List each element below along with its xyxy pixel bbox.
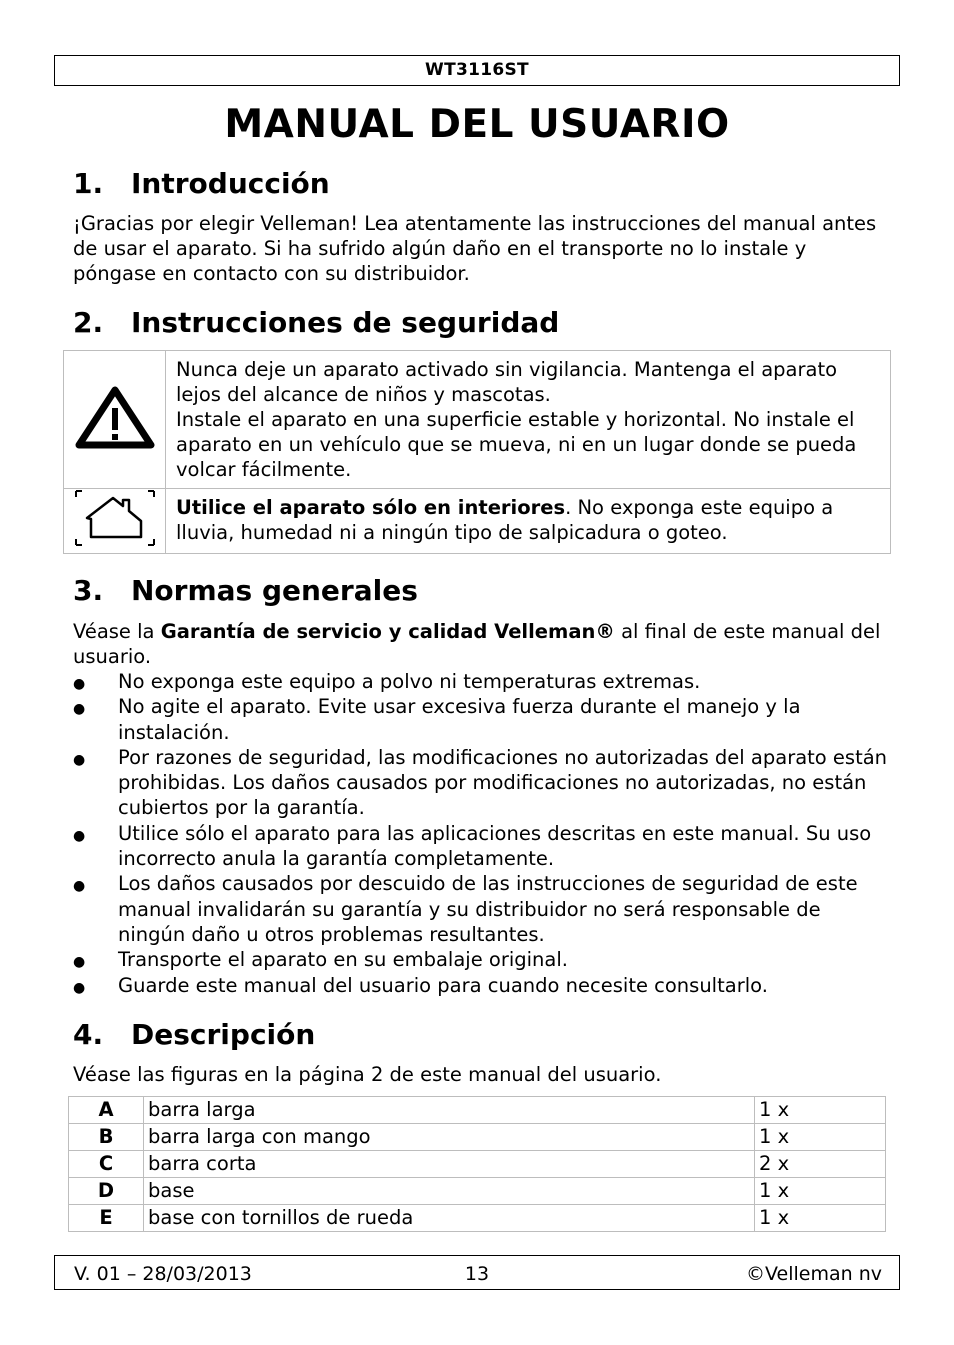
part-quantity: 1 x [755, 1178, 886, 1205]
bullet-icon: ● [73, 827, 86, 844]
indoor-bold-text: Utilice el aparato sólo en interiores [176, 496, 566, 519]
table-row [69, 1151, 886, 1178]
list-item-text: Guarde este manual del usuario para cuando necesite consultarlo. [118, 973, 768, 997]
safety-line: Instale el aparato en una superficie estable y horizontal. No instale el aparato en un vehículo que se mueva, ni en un lugar donde se pueda volcar fácilmente. [176, 408, 857, 481]
safety-row [64, 351, 891, 489]
section-heading-safety [73, 305, 559, 341]
part-key: C [69, 1151, 144, 1178]
section-title: Instrucciones de seguridad [131, 306, 560, 339]
document-header-model: WT3116ST [54, 55, 900, 86]
list-item-text: Los daños causados por descuido de las instrucciones de seguridad de este manual invalidarán su garantía y su distribuidor no será responsable de ningún daño u otros problemas resultantes. [118, 872, 858, 946]
part-key: A [69, 1097, 144, 1124]
table-row [69, 1205, 886, 1232]
table-row [69, 1178, 886, 1205]
list-item [73, 871, 893, 947]
section-heading-intro [73, 166, 330, 202]
bullet-icon: ● [73, 701, 86, 718]
list-item [73, 821, 893, 872]
list-item-text: Por razones de seguridad, las modificaciones no autorizadas del aparato están prohibidas. Los daños causados por modificaciones no autorizadas, no están cubiertos por la garantía. [118, 745, 888, 820]
table-row [69, 1124, 886, 1151]
bullet-icon: ● [73, 878, 86, 895]
indoor-rest-text: . No exponga este equipo a lluvia, humedad ni a ningún tipo de salpicadura o goteo. [176, 496, 834, 544]
list-item-text: No exponga este equipo a polvo ni temperaturas extremas. [118, 670, 701, 693]
list-item-text: Transporte el aparato en su embalaje original. [118, 948, 568, 972]
warning-cell [64, 351, 166, 489]
list-item [73, 947, 893, 972]
bullet-icon: ● [73, 979, 86, 996]
list-item [73, 973, 893, 998]
bullet-icon: ● [73, 954, 86, 971]
list-item-text: Utilice sólo el aparato para las aplicaciones descritas en este manual. Su uso incorrecto anula la garantía completamente. [118, 821, 872, 871]
version-date: V. 01 – 28/03/2013 [74, 1263, 252, 1285]
general-rules-list [73, 669, 893, 998]
parts-table [68, 1096, 886, 1232]
table-row [69, 1097, 886, 1124]
part-quantity: 2 x [755, 1151, 886, 1178]
part-key: E [69, 1205, 144, 1232]
list-item-text: No agite el aparato. Evite usar excesiva fuerza durante el manejo y la instalación. [118, 695, 801, 744]
section-number: 4. [73, 1018, 104, 1051]
part-name: barra larga [144, 1097, 755, 1124]
list-item [73, 745, 893, 821]
bullet-icon: ● [73, 751, 86, 768]
safety-line: Nunca deje un aparato activado sin vigilancia. Mantenga el aparato lejos del alcance de niños y mascotas. [176, 358, 838, 406]
part-key: B [69, 1124, 144, 1151]
section-title: Descripción [131, 1018, 316, 1051]
indoor-text-cell [166, 489, 891, 554]
safety-row [64, 489, 891, 554]
bullet-icon: ● [73, 676, 86, 692]
general-intro-pre: Véase la [73, 620, 161, 643]
copyright: ©Velleman nv [746, 1263, 882, 1285]
section-heading-description [73, 1017, 315, 1053]
warning-triangle-icon [74, 384, 156, 450]
section-number: 1. [73, 167, 104, 200]
list-item [73, 694, 893, 745]
part-name: barra corta [144, 1151, 755, 1178]
description-paragraph: Véase las figuras en la página 2 de este manual del usuario. [73, 1063, 662, 1086]
general-intro-post: al final de este manual del usuario. [73, 620, 881, 668]
part-quantity: 1 x [755, 1124, 886, 1151]
part-name: base con tornillos de rueda [144, 1205, 755, 1232]
intro-paragraph: ¡Gracias por elegir Velleman! Lea atentamente las instrucciones del manual antes de usar el aparato. Si ha sufrido algún daño en el transporte no lo instale y póngase en contacto con su distribuidor. [73, 212, 877, 285]
indoor-house-icon [74, 489, 156, 547]
general-intro-paragraph [73, 619, 893, 669]
page-title: MANUAL DEL USUARIO [224, 102, 730, 147]
section-title: Normas generales [131, 574, 418, 607]
page-number: 13 [464, 1263, 490, 1285]
part-quantity: 1 x [755, 1205, 886, 1232]
safety-table [63, 350, 891, 554]
indoor-cell [64, 489, 166, 554]
warning-text-cell [166, 351, 891, 489]
part-key: D [69, 1178, 144, 1205]
page-footer [54, 1255, 900, 1290]
section-title: Introducción [131, 167, 330, 200]
section-number: 3. [73, 574, 104, 607]
warranty-reference: Garantía de servicio y calidad Velleman® [160, 620, 615, 643]
part-name: barra larga con mango [144, 1124, 755, 1151]
section-heading-general [73, 573, 418, 609]
section-number: 2. [73, 306, 104, 339]
part-quantity: 1 x [755, 1097, 886, 1124]
part-name: base [144, 1178, 755, 1205]
list-item [73, 669, 893, 694]
